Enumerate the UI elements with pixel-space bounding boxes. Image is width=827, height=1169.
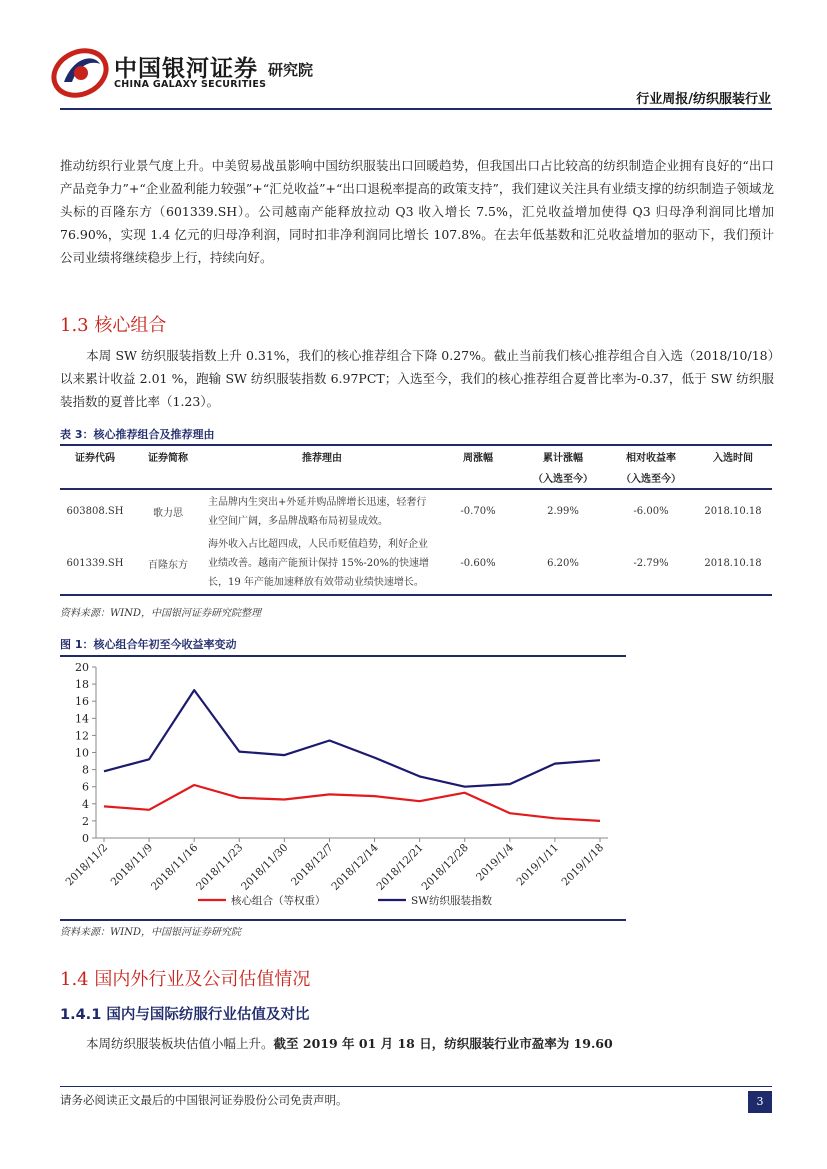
x-tick-label: 2018/12/14 xyxy=(329,841,381,893)
cell-name: 歌力思 xyxy=(153,508,183,519)
series-line-1 xyxy=(104,785,600,821)
section-1-3-text: 本周 SW 纺织服装指数上升 0.31%，我们的核心推荐组合下降 0.27%。截止当前我们核心推荐组合自入选（2018/10/18）以来累计收益 2.01 %，跑输 SW 纺织服装指数 6.97PCT；入选至今，我们的核心推荐组合夏普比率为-0.37，低于 SW 纺织服装指数的夏普比率（1.23）。 xyxy=(60,348,774,409)
y-tick-label: 18 xyxy=(75,678,89,692)
cell-reason: 海外收入占比超四成，人民币贬值趋势，利好企业业绩改善。越南产能预计保持 15%-20%的快速增长，19 年产能加速释放有效带动业绩快速增长。 xyxy=(206,533,438,595)
cell-cumulative: 6.20% xyxy=(518,533,608,595)
legend-label: 核心组合（等权重） xyxy=(231,895,326,907)
header-relative: 相对收益率 xyxy=(608,445,694,467)
x-tick-label: 2018/11/9 xyxy=(108,841,156,889)
y-tick-label: 4 xyxy=(82,797,89,811)
cell-code: 601339.SH xyxy=(60,533,130,595)
cell-relative: -6.00% xyxy=(633,506,669,517)
report-type: 行业周报/纺织服装行业 xyxy=(636,92,771,107)
section-1-3-title: 1.3 核心组合 xyxy=(60,315,167,336)
section-1-3-paragraph xyxy=(60,344,774,413)
y-tick-label: 16 xyxy=(75,695,89,709)
figure-1-caption: 图 1：核心组合年初至今收益率变动 xyxy=(60,638,237,651)
x-tick-label: 2018/11/30 xyxy=(239,841,291,893)
chart-frame xyxy=(60,655,626,921)
cell-reason: 主品牌内生突出+外延并购品牌增长迅速，轻奢行业空间广阔，多品牌战略布局初显成效。 xyxy=(208,496,427,527)
table-3-caption: 表 3：核心推荐组合及推荐理由 xyxy=(60,428,215,441)
footer-disclaimer: 请务必阅读正文最后的中国银河证券股份公司免责声明。 xyxy=(60,1093,348,1107)
x-tick-label: 2018/12/7 xyxy=(289,841,336,889)
x-tick-label: 2018/12/21 xyxy=(374,841,426,893)
cell-date: 2018.10.18 xyxy=(704,506,762,517)
table-row xyxy=(60,489,772,533)
cell-name: 百隆东方 xyxy=(130,533,206,595)
x-tick-label: 2019/1/4 xyxy=(474,841,516,884)
series-line-2 xyxy=(104,690,600,787)
cell-relative: -2.79% xyxy=(608,533,694,595)
x-tick-label: 2018/11/2 xyxy=(63,841,111,889)
recommendation-table xyxy=(60,444,772,596)
valuation-text: 本周纺织服装板块估值小幅上升。 xyxy=(86,1036,274,1051)
cell-weekly: -0.60% xyxy=(438,533,518,595)
cell-code: 603808.SH xyxy=(66,506,124,517)
x-tick-label: 2018/12/28 xyxy=(419,841,471,893)
intro-paragraph: 推动纺织行业景气度上升。中美贸易战虽影响中国纺织服装出口回暖趋势，但我国出口占比较高的纺织制造企业拥有良好的“出口产品竞争力”+“企业盈利能力较强”+“汇兑收益”+“出口退税率提高的政策支持”，我们建议关注具有业绩支撑的纺织制造子领域龙头标的百隆东方（601339.SH）。公司越南产能释放拉动 Q3 收入增长 7.5%，汇兑收益增加使得 Q3 归母净利润同比增加 76.90%，实现 1.4 亿元的归母净利润，同时扣非净利润同比增长 107.8%。在去年低基数和汇兑收益增加的驱动下，我们预计公司业绩将继续稳步上行，持续向好。 xyxy=(60,158,774,265)
footer-divider xyxy=(60,1086,772,1087)
cell-cumulative: 2.99% xyxy=(547,506,579,517)
galaxy-logo-icon xyxy=(50,46,110,98)
section-1-4-1-title: 1.4.1 国内与国际纺服行业估值及对比 xyxy=(60,1007,310,1023)
logo-research-institute: 研究院 xyxy=(268,61,314,79)
y-tick-label: 6 xyxy=(82,780,89,794)
header-code: 证券代码 xyxy=(60,445,130,467)
y-tick-label: 0 xyxy=(82,832,89,845)
y-tick-label: 12 xyxy=(75,729,89,743)
company-logo xyxy=(50,46,350,98)
y-tick-label: 20 xyxy=(75,661,89,674)
x-tick-label: 2018/11/23 xyxy=(194,841,246,893)
x-tick-label: 2018/11/16 xyxy=(149,841,201,893)
section-1-4-1-paragraph xyxy=(60,1032,774,1055)
header-date: 入选时间 xyxy=(694,445,772,467)
cell-date: 2018.10.18 xyxy=(694,533,772,595)
logo-chinese-name: 中国银河证券 xyxy=(114,56,258,82)
table-row xyxy=(60,533,772,595)
figure-1-source: 资料来源：WIND，中国银河证券研究院 xyxy=(60,927,241,938)
section-1-4-title: 1.4 国内外行业及公司估值情况 xyxy=(60,969,311,990)
header-relative-sub: （入选至今） xyxy=(608,467,694,489)
y-tick-label: 2 xyxy=(82,814,89,828)
returns-line-chart xyxy=(60,657,626,915)
valuation-highlight: 截至 2019 年 01 月 18 日，纺织服装行业市盈率为 19.60 xyxy=(273,1036,613,1051)
page-number: 3 xyxy=(748,1091,772,1113)
header-cumulative: 累计涨幅 xyxy=(518,445,608,467)
table-3-source: 资料来源：WIND，中国银河证券研究院整理 xyxy=(60,608,261,619)
logo-english-name: CHINA GALAXY SECURITIES xyxy=(114,79,267,90)
cell-weekly: -0.70% xyxy=(460,506,496,517)
header-cumulative-sub: （入选至今） xyxy=(518,467,608,489)
x-tick-label: 2019/1/18 xyxy=(559,841,607,889)
legend-label: SW纺织服装指数 xyxy=(411,895,492,907)
y-tick-label: 14 xyxy=(75,712,89,726)
header-name: 证券简称 xyxy=(130,445,206,467)
y-tick-label: 10 xyxy=(75,746,89,760)
y-tick-label: 8 xyxy=(82,763,89,777)
header-weekly: 周涨幅 xyxy=(438,445,518,467)
header-reason: 推荐理由 xyxy=(206,445,438,467)
x-tick-label: 2019/1/11 xyxy=(514,841,562,889)
header-divider xyxy=(60,108,772,110)
